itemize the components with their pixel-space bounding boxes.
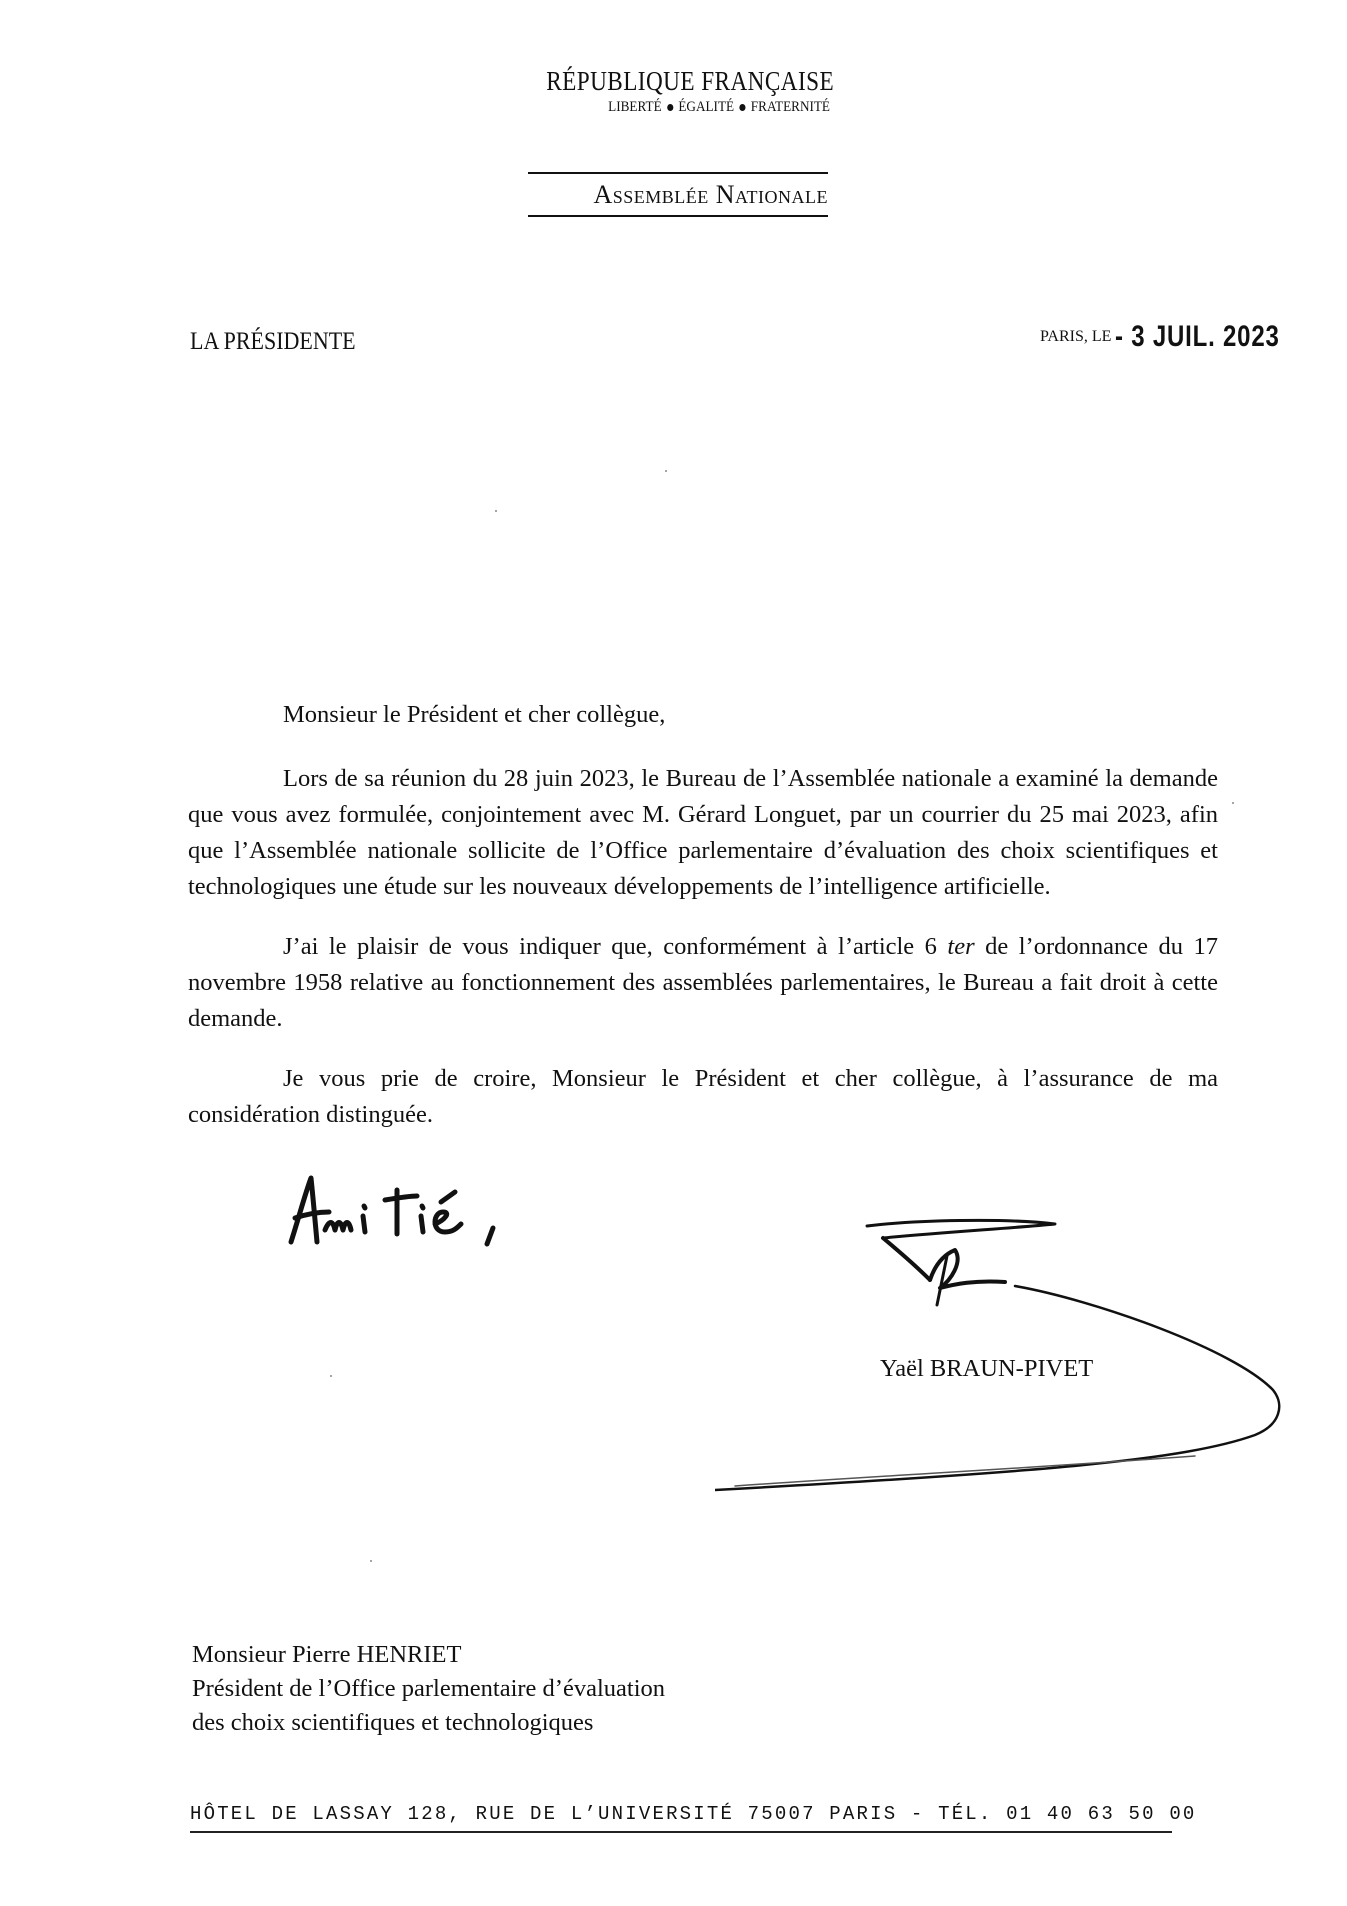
paragraph-1: Lors de sa réunion du 28 juin 2023, le Bureau de l’Assemblée nationale a examiné la demande que vous avez formulée, conjointement avec M. Gérard Longuet, par un courrier du 25 mai 2023, afin que l’Assemblée nationale sollicite de l’Office parlementaire d’évaluation des choix scientifiques et technologiques une étude sur les nouveaux développements de l’intelligence artificielle.	[188, 765, 1218, 900]
date-prefix: PARIS, LE	[1040, 328, 1112, 345]
institution-name: Assemblée Nationale	[593, 180, 828, 209]
republic-title: RÉPUBLIQUE FRANÇAISE	[546, 66, 835, 96]
footer-rule	[190, 1831, 1172, 1833]
paragraph-2	[188, 929, 1218, 1037]
letterhead-republic	[500, 66, 835, 116]
scan-speck	[1232, 802, 1234, 804]
handwritten-amitie-icon	[285, 1172, 535, 1252]
motto-egalite: ÉGALITÉ	[678, 99, 735, 115]
salutation: Monsieur le Président et cher collègue,	[283, 701, 666, 728]
date-stamp: - 3 JUIL. 2023	[1115, 320, 1281, 353]
addressee-line-2: des choix scientifiques et technologiques	[192, 1709, 594, 1736]
closing-formula: Je vous prie de croire, Monsieur le Président et cher collègue, à l’assurance de ma considération distinguée.	[188, 1065, 1218, 1128]
bullet-icon	[667, 104, 673, 111]
institution-rule-bottom	[528, 215, 828, 217]
addressee-name: Monsieur Pierre HENRIET	[192, 1641, 462, 1668]
scan-speck	[665, 470, 667, 472]
sender-title: LA PRÉSIDENTE	[190, 328, 356, 355]
scan-speck	[330, 1375, 332, 1377]
handwritten-note	[285, 1172, 535, 1257]
paragraph-2-end: de l’ordonnance du 17 novembre 1958 relative au fonctionnement des assemblées parlementaires, le Bureau a fait droit à cette demande.	[188, 933, 1218, 1032]
motto-fraternite: FRATERNITÉ	[750, 99, 830, 115]
addressee-line-1: Président de l’Office parlementaire d’évaluation	[192, 1675, 666, 1702]
republic-motto	[540, 99, 830, 116]
motto-liberte: LIBERTÉ	[608, 99, 662, 115]
bullet-icon	[739, 104, 745, 111]
addressee-block	[192, 1638, 665, 1740]
dateline	[1040, 320, 1321, 354]
scan-speck	[370, 1560, 372, 1562]
scan-speck	[495, 510, 497, 512]
institution-rule-top	[528, 172, 828, 174]
paragraph-2-italic: ter	[947, 933, 975, 960]
signatory-name: Yaël BRAUN-PIVET	[880, 1355, 1094, 1382]
footer-address: HÔTEL DE LASSAY 128, RUE DE L’UNIVERSITÉ 75007 PARIS - TÉL. 01 40 63 50 00	[190, 1803, 1197, 1825]
paragraph-2-start: J’ai le plaisir de vous indiquer que, conformément à l’article 6	[283, 933, 948, 960]
letter-body	[188, 697, 1218, 1157]
